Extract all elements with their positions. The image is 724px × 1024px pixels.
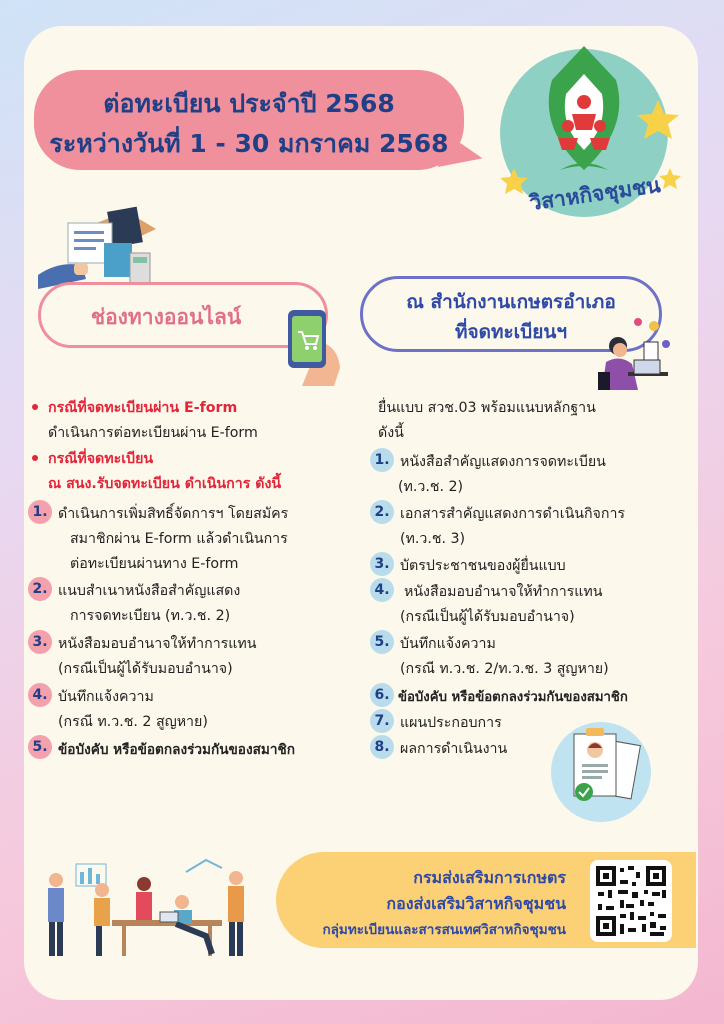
footer-line-3: กลุ่มทะเบียนและสารสนเทศวิสาหกิจชุมชน: [322, 922, 566, 938]
office-step-6-line-1: ข้อบังคับ หรือข้อตกลงร่วมกันของสมาชิก: [398, 690, 628, 705]
office-step-7-line-1: แผนประกอบการ: [400, 715, 502, 731]
person-at-desk-illustration: [594, 316, 674, 390]
phone-shopping-icon: [282, 306, 344, 388]
online-step-1-line-1: ดำเนินการเพิ่มสิทธิ์จัดการฯ โดยสมัคร: [58, 506, 289, 522]
online-step-4-line-2: (กรณี ท.ว.ช. 2 สูญหาย): [58, 714, 208, 730]
office-step-4-line-2: (กรณีเป็นผู้ได้รับมอบอำนาจ): [400, 609, 575, 625]
team-meeting-illustration: [36, 856, 266, 960]
online-step-5-line-1: ข้อบังคับ หรือข้อตกลงร่วมกันของสมาชิก: [58, 742, 295, 758]
office-step-number: 7.: [370, 709, 394, 733]
header-line-1: ต่อทะเบียน ประจำปี 2568: [103, 89, 395, 118]
office-step-5-line-2: (กรณี ท.ว.ช. 2/ท.ว.ช. 3 สูญหาย): [400, 661, 609, 677]
online-bullet-1-detail: ดำเนินการต่อทะเบียนผ่าน E-form: [48, 425, 258, 441]
office-step-1-line-2: (ท.ว.ช. 2): [398, 479, 464, 495]
qr-code-icon[interactable]: [590, 860, 672, 942]
tax-documents-illustration: [38, 205, 162, 289]
online-step-2-line-1: แนบสำเนาหนังสือสำคัญแสดง: [58, 583, 241, 599]
online-step-2-line-2: การจดทะเบียน (ท.ว.ช. 2): [70, 608, 231, 624]
online-step-number: 4.: [28, 683, 52, 707]
office-step-number: 3.: [370, 552, 394, 576]
online-step-number: 1.: [28, 500, 52, 524]
online-step-number: 3.: [28, 630, 52, 654]
office-step-8-line-1: ผลการดำเนินงาน: [400, 741, 508, 757]
office-step-4-line-1: หนังสือมอบอำนาจให้ทำการแทน: [404, 584, 603, 600]
footer-line-2: กองส่งเสริมวิสาหกิจชุมชน: [386, 894, 566, 913]
office-step-number: 6.: [370, 683, 394, 707]
online-bullet-2-heading: กรณีที่จดทะเบียน: [48, 451, 154, 467]
office-step-5-line-1: บันทึกแจ้งความ: [400, 636, 496, 652]
office-step-number: 2.: [370, 500, 394, 524]
online-bullet-1-heading: กรณีที่จดทะเบียนผ่าน E-form: [48, 400, 238, 416]
online-step-3-line-1: หนังสือมอบอำนาจให้ทำการแทน: [58, 636, 257, 652]
online-step-4-line-1: บันทึกแจ้งความ: [58, 689, 154, 705]
header-line-2: ระหว่างวันที่ 1 - 30 มกราคม 2568: [49, 129, 449, 158]
office-step-2-line-1: เอกสารสำคัญแสดงการดำเนินกิจการ: [400, 506, 626, 522]
footer-line-1: กรมส่งเสริมการเกษตร: [413, 868, 566, 887]
office-title-line-1: ณ สำนักงานเกษตรอำเภอ: [406, 291, 616, 313]
office-title-line-2: ที่จดทะเบียนฯ: [454, 321, 568, 343]
office-step-number: 4.: [370, 578, 394, 602]
document-checklist-illustration: [548, 720, 654, 824]
online-step-3-line-2: (กรณีเป็นผู้ได้รับมอบอำนาจ): [58, 661, 233, 677]
office-intro-line-1: ยื่นแบบ สวช.03 พร้อมแนบหลักฐาน: [378, 400, 596, 416]
qr-code-graphic: [590, 860, 672, 942]
office-step-2-line-2: (ท.ว.ช. 3): [400, 531, 466, 547]
bullet-dot: [32, 455, 38, 461]
office-step-1-line-1: หนังสือสำคัญแสดงการจดทะเบียน: [400, 454, 606, 470]
online-bullet-2-detail: ณ สนง.รับจดทะเบียน ดำเนินการ ดังนี้: [48, 476, 282, 492]
online-channel-title: ช่องทางออนไลน์: [90, 305, 242, 329]
online-step-number: 2.: [28, 577, 52, 601]
online-step-number: 5.: [28, 735, 52, 759]
online-step-1-line-3: ต่อทะเบียนผ่านทาง E-form: [70, 556, 239, 572]
office-intro-line-2: ดังนี้: [378, 425, 404, 441]
office-step-number: 8.: [370, 735, 394, 759]
office-step-number: 5.: [370, 630, 394, 654]
online-step-1-line-2: สมาชิกผ่าน E-form แล้วดำเนินการ: [70, 531, 288, 547]
office-step-3-line-1: บัตรประชาชนของผู้ยื่นแบบ: [400, 558, 566, 574]
bullet-dot: [32, 404, 38, 410]
header-speech-bubble: [34, 70, 464, 170]
office-step-number: 1.: [370, 448, 394, 472]
logo-text: วิสาหกิจชุมชน: [527, 172, 662, 216]
